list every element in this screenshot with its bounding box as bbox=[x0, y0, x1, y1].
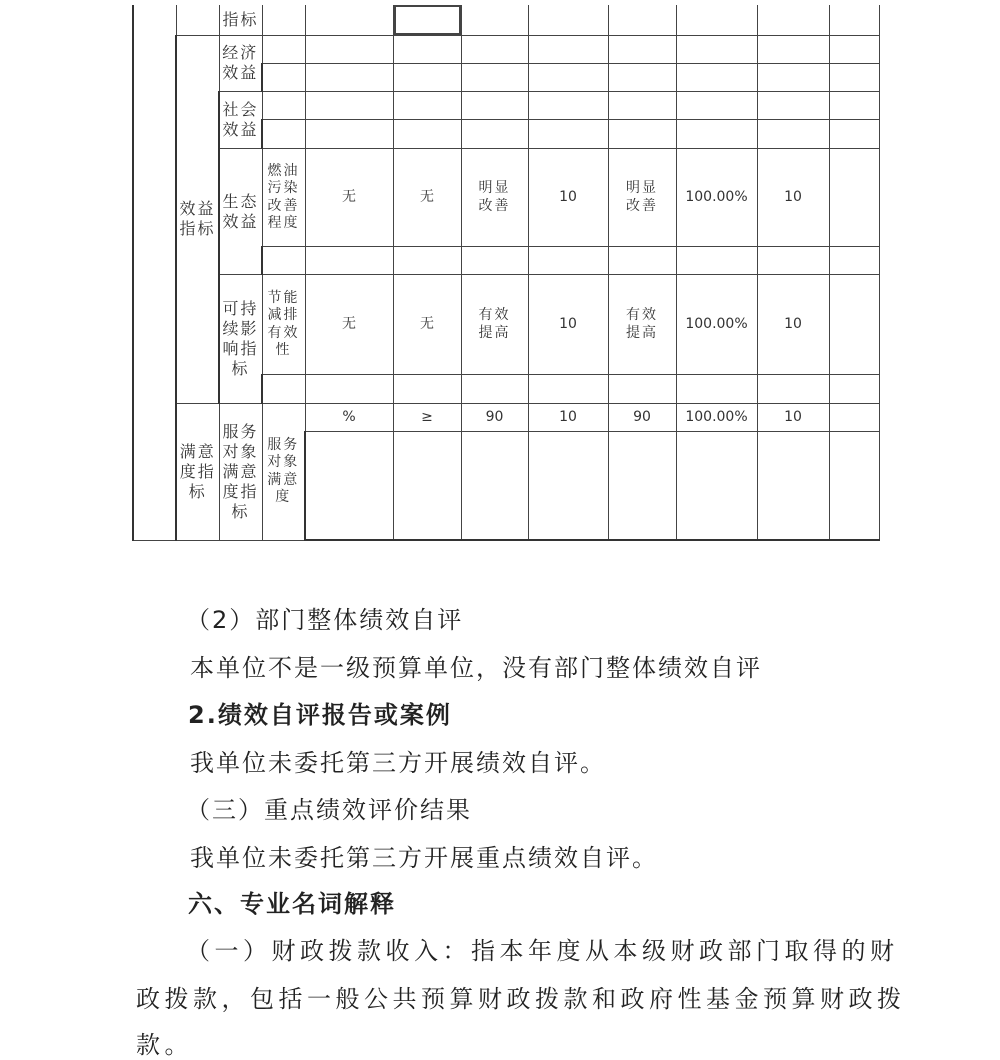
cell: 10 bbox=[757, 148, 829, 246]
cell bbox=[676, 247, 757, 275]
cell bbox=[305, 5, 393, 35]
cell bbox=[757, 5, 829, 35]
cell bbox=[461, 63, 528, 91]
cell bbox=[305, 63, 393, 91]
level2-cell-benefit: 效益指标 bbox=[176, 35, 219, 403]
cell: 有效提高 bbox=[608, 275, 676, 374]
indicator-cell: 服务对象满意度 bbox=[262, 403, 305, 540]
cell bbox=[829, 91, 879, 119]
cell bbox=[757, 247, 829, 275]
cell bbox=[829, 431, 879, 540]
cell bbox=[528, 5, 608, 35]
level3-cell-sustainable: 可持续影响指标 bbox=[219, 275, 262, 403]
level3-cell: 指标 bbox=[219, 5, 262, 35]
definition-line: （一）财政拨款收入：指本年度从本级财政部门取得的财 bbox=[186, 937, 899, 965]
cell bbox=[676, 63, 757, 91]
section-heading: 2.绩效自评报告或案例 bbox=[188, 701, 452, 729]
cell bbox=[393, 431, 461, 540]
table-row bbox=[133, 5, 879, 35]
cell bbox=[305, 119, 393, 148]
indicator-cell bbox=[262, 374, 305, 403]
cell bbox=[528, 91, 608, 119]
cell: 100.00% bbox=[676, 275, 757, 374]
cell bbox=[461, 35, 528, 63]
cell: 10 bbox=[528, 275, 608, 374]
cell: 100.00% bbox=[676, 403, 757, 431]
cell: 有效提高 bbox=[461, 275, 528, 374]
paragraph: 本单位不是一级预算单位，没有部门整体绩效自评 bbox=[190, 654, 762, 682]
cell bbox=[757, 119, 829, 148]
cell: ≥ bbox=[393, 403, 461, 431]
cell: % bbox=[305, 403, 393, 431]
paragraph: 我单位未委托第三方开展绩效自评。 bbox=[190, 749, 606, 777]
cell bbox=[528, 374, 608, 403]
cell bbox=[676, 91, 757, 119]
cell bbox=[305, 91, 393, 119]
cell bbox=[608, 247, 676, 275]
cell bbox=[528, 63, 608, 91]
indicator-cell bbox=[262, 35, 305, 63]
table-row bbox=[133, 403, 879, 431]
level1-cell bbox=[133, 5, 176, 540]
cell bbox=[393, 91, 461, 119]
cell bbox=[829, 63, 879, 91]
cell bbox=[676, 431, 757, 540]
cell bbox=[608, 431, 676, 540]
cell: 10 bbox=[757, 403, 829, 431]
indicator-cell bbox=[262, 5, 305, 35]
cell bbox=[676, 5, 757, 35]
cell bbox=[461, 431, 528, 540]
cell bbox=[757, 63, 829, 91]
cell bbox=[461, 119, 528, 148]
cell: 10 bbox=[757, 275, 829, 374]
cell bbox=[757, 431, 829, 540]
definition-line: 款。 bbox=[136, 1031, 193, 1059]
cell bbox=[528, 247, 608, 275]
cell bbox=[676, 119, 757, 148]
cell bbox=[305, 247, 393, 275]
cell bbox=[676, 35, 757, 63]
cell bbox=[393, 63, 461, 91]
cell bbox=[608, 35, 676, 63]
table-row bbox=[133, 91, 879, 119]
cell: 无 bbox=[305, 275, 393, 374]
section-heading: 六、专业名词解释 bbox=[188, 890, 396, 918]
cell bbox=[305, 374, 393, 403]
annual-target-cell: 无 bbox=[305, 148, 393, 246]
cell bbox=[461, 91, 528, 119]
selected-cell bbox=[393, 5, 461, 35]
cell: 90 bbox=[608, 403, 676, 431]
level3-cell-ecological: 生态效益 bbox=[219, 148, 262, 274]
cell bbox=[829, 5, 879, 35]
level3-cell-economic: 经济效益 bbox=[219, 35, 262, 91]
cell bbox=[608, 119, 676, 148]
cell bbox=[305, 35, 393, 63]
cell bbox=[829, 148, 879, 246]
paragraph: 我单位未委托第三方开展重点绩效自评。 bbox=[190, 844, 658, 872]
cell bbox=[305, 431, 393, 540]
cell bbox=[393, 119, 461, 148]
cell bbox=[829, 247, 879, 275]
cell bbox=[829, 275, 879, 374]
cell bbox=[829, 374, 879, 403]
cell bbox=[757, 35, 829, 63]
cell: 无 bbox=[393, 148, 461, 246]
cell bbox=[829, 119, 879, 148]
cell bbox=[461, 5, 528, 35]
cell bbox=[608, 63, 676, 91]
indicator-cell bbox=[262, 119, 305, 148]
indicator-cell bbox=[262, 247, 305, 275]
table-row bbox=[133, 35, 879, 63]
table-row bbox=[133, 275, 879, 374]
cell: 明显改善 bbox=[461, 148, 528, 246]
cell bbox=[528, 431, 608, 540]
cell bbox=[393, 247, 461, 275]
performance-indicator-table bbox=[132, 5, 880, 541]
cell bbox=[393, 35, 461, 63]
level2-cell-satisfaction: 满意度指标 bbox=[176, 403, 219, 540]
cell bbox=[608, 91, 676, 119]
indicator-cell: 燃油污染改善程度 bbox=[262, 148, 305, 246]
cell: 90 bbox=[461, 403, 528, 431]
cell bbox=[757, 374, 829, 403]
cell bbox=[528, 119, 608, 148]
cell bbox=[757, 91, 829, 119]
sub-heading-dept-self-eval: （2）部门整体绩效自评 bbox=[186, 606, 464, 634]
definition-line: 政拨款，包括一般公共预算财政拨款和政府性基金预算财政拨 bbox=[136, 985, 906, 1013]
indicator-cell bbox=[262, 91, 305, 119]
cell bbox=[528, 35, 608, 63]
sub-heading-key-eval: （三）重点绩效评价结果 bbox=[186, 796, 472, 824]
table-row bbox=[133, 148, 879, 246]
cell: 明显改善 bbox=[608, 148, 676, 246]
indicator-cell bbox=[262, 63, 305, 91]
cell bbox=[829, 403, 879, 431]
cell bbox=[608, 374, 676, 403]
cell bbox=[461, 247, 528, 275]
cell bbox=[393, 374, 461, 403]
cell bbox=[608, 5, 676, 35]
cell bbox=[461, 374, 528, 403]
level3-cell-social: 社会效益 bbox=[219, 91, 262, 148]
indicator-cell: 节能减排有效性 bbox=[262, 275, 305, 374]
cell: 无 bbox=[393, 275, 461, 374]
cell: 10 bbox=[528, 148, 608, 246]
cell: 100.00% bbox=[676, 148, 757, 246]
level3-cell-satisfaction: 服务对象满意度指标 bbox=[219, 403, 262, 540]
level2-cell bbox=[176, 5, 219, 35]
cell: 10 bbox=[528, 403, 608, 431]
cell bbox=[676, 374, 757, 403]
cell bbox=[829, 35, 879, 63]
